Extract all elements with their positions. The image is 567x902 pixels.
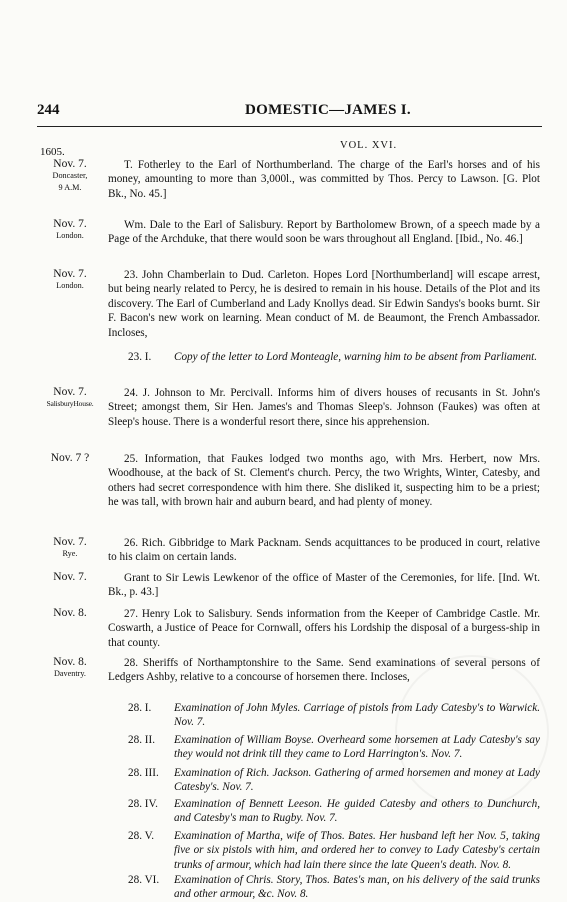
entry-text: 25. Information, that Faukes lodged two months ago, with Mrs. Herbert, now Mrs. Woodhouse, at the back of St. Clement's church. Percy, the two Wrights, Winter, Catesby, and others had secret correspondence with him there. She disliked it, suspecting him to be a priest; he was tall, with brown hair and auburn beard, and had plenty of money. — [108, 453, 540, 509]
enclosure-number: 28. I. — [128, 702, 152, 714]
entry-margin — [34, 452, 106, 464]
entry-margin — [34, 268, 106, 292]
enclosure-text: Examination of Bennett Leeson. He guided Catesby and others to Dunchurch, and Catesby's man to Rugby. Nov. 7. — [174, 798, 540, 825]
entry-text: 28. Sheriffs of Northamptonshire to the Same. Send examinations of several persons of Ledgers Ashby, relative to a concourse of horsemen there. Incloses, — [108, 657, 540, 684]
entry-text: 27. Henry Lok to Salisbury. Sends information from the Keeper of Cambridge Castle. Mr. Coswarth, a Justice of Peace for Cornwall, offers his Lordship the disposal of a burgess-ship in that county. — [108, 608, 540, 649]
entry-text: T. Fotherley to the Earl of Northumberland. The charge of the Earl's horses and of his money, amounting to more than 3,000l., was committed by Thos. Percy to Lawson. [G. Plot Bk., No. 45.] — [108, 159, 540, 200]
volume-label: VOL. XVI. — [340, 140, 398, 151]
entry-date: Nov. 7. — [53, 536, 87, 548]
entry-date: Nov. 7. — [53, 158, 87, 170]
enclosure-text: Examination of John Myles. Carriage of pistols from Lady Catesby's to Warwick. Nov. 7. — [174, 702, 540, 729]
enclosure-item — [128, 873, 540, 902]
enclosure-number: 28. V. — [128, 830, 155, 842]
entry-date: Nov. 7. — [53, 571, 87, 583]
enclosure-number: 28. IV. — [128, 798, 158, 810]
enclosure-number: 28. VI. — [128, 874, 160, 886]
entry-place: Daventry. — [54, 669, 86, 678]
entry-text: Wm. Dale to the Earl of Salisbury. Report by Bartholomew Brown, of a speech made by a Page of the Archduke, that there would soon be wars throughout all England. [Ibid., No. 46.] — [108, 219, 540, 246]
entry-place: Rye. — [62, 549, 78, 558]
enclosure-text: Examination of William Boyse. Overheard some horsemen at Lady Catesby's say they would not drink till they came to Lord Harrington's. Nov. 7. — [174, 734, 540, 761]
entry-date: Nov. 8. — [53, 607, 87, 619]
enclosure-number: 28. III. — [128, 767, 159, 779]
entry-text: 23. John Chamberlain to Dud. Carleton. Hopes Lord [Northumberland] will escape arrest, but being nearly related to Percy, he is desired to remain in his house. Details of the Plot and its discovery. The Earl of Cumberland and Lady Knollys dead. Sir Edwin Sandys's books burnt. Sir F. Bacon's new work on learning. Mean conduct of M. de Beaumont, the French Ambassador. Incloses, — [108, 269, 540, 339]
enclosure-text: Examination of Chris. Story, Thos. Bates's man, on his delivery of the said trunks and other armour, &c. Nov. 8. — [174, 874, 540, 901]
entry-margin — [34, 386, 106, 410]
running-head: DOMESTIC—JAMES I. — [245, 102, 411, 118]
entry-place: London. — [56, 231, 84, 240]
header-rule — [37, 126, 542, 127]
enclosure-text: Examination of Martha, wife of Thos. Bates. Her husband left her Nov. 5, taking five or six pistols with him, and ordered her to convey to Lady Catesby's certain trunks of armour, which had lain there since the late Queen's death. Nov. 8. — [174, 830, 540, 871]
entry-date: Nov. 7. — [53, 386, 87, 398]
entry-margin — [34, 158, 106, 194]
entry-text: Grant to Sir Lewis Lewkenor of the office of Master of the Ceremonies, for life. [Ind. Wt. Bk., p. 43.] — [108, 572, 540, 599]
entry-margin — [34, 656, 106, 680]
entry-place: Doncaster, — [52, 171, 88, 180]
entry-date: Nov. 7. — [53, 268, 87, 280]
entry-margin — [34, 571, 106, 583]
enclosure-number: 23. I. — [128, 351, 152, 363]
enclosure-number: 28. II. — [128, 734, 156, 746]
entry-text: 24. J. Johnson to Mr. Percivall. Informs him of divers houses of recusants in St. John's Street; amongst them, Sir Hen. James's and Thomas Sleep's. Johnson (Faukes) was often at Sleep's house. There is a wonderful resort there, since his apprehension. — [108, 387, 540, 428]
enclosure-item — [128, 350, 540, 364]
entry-text: 26. Rich. Gibbridge to Mark Packnam. Sends acquittances to be produced in court, relative to his claim on certain lands. — [108, 537, 540, 564]
enclosure-text: Examination of Rich. Jackson. Gathering of armed horsemen and money at Lady Catesby's. Nov. 7. — [174, 767, 540, 794]
entry-margin — [34, 536, 106, 560]
entry-margin — [34, 607, 106, 619]
entry-place: London. — [56, 281, 84, 290]
page-number: 244 — [37, 102, 60, 118]
entry-date: Nov. 8. — [53, 656, 87, 668]
entry-margin — [34, 218, 106, 242]
entry-time: 9 A.M. — [58, 183, 82, 192]
enclosure-text: Copy of the letter to Lord Monteagle, warning him to be absent from Parliament. — [174, 351, 538, 363]
entry-date: Nov. 7. — [53, 218, 87, 230]
entry-place: SalisburyHouse. — [46, 399, 94, 408]
year-label: 1605. — [40, 146, 65, 158]
enclosure-item — [128, 829, 540, 872]
entry-date: Nov. 7 ? — [50, 452, 90, 464]
